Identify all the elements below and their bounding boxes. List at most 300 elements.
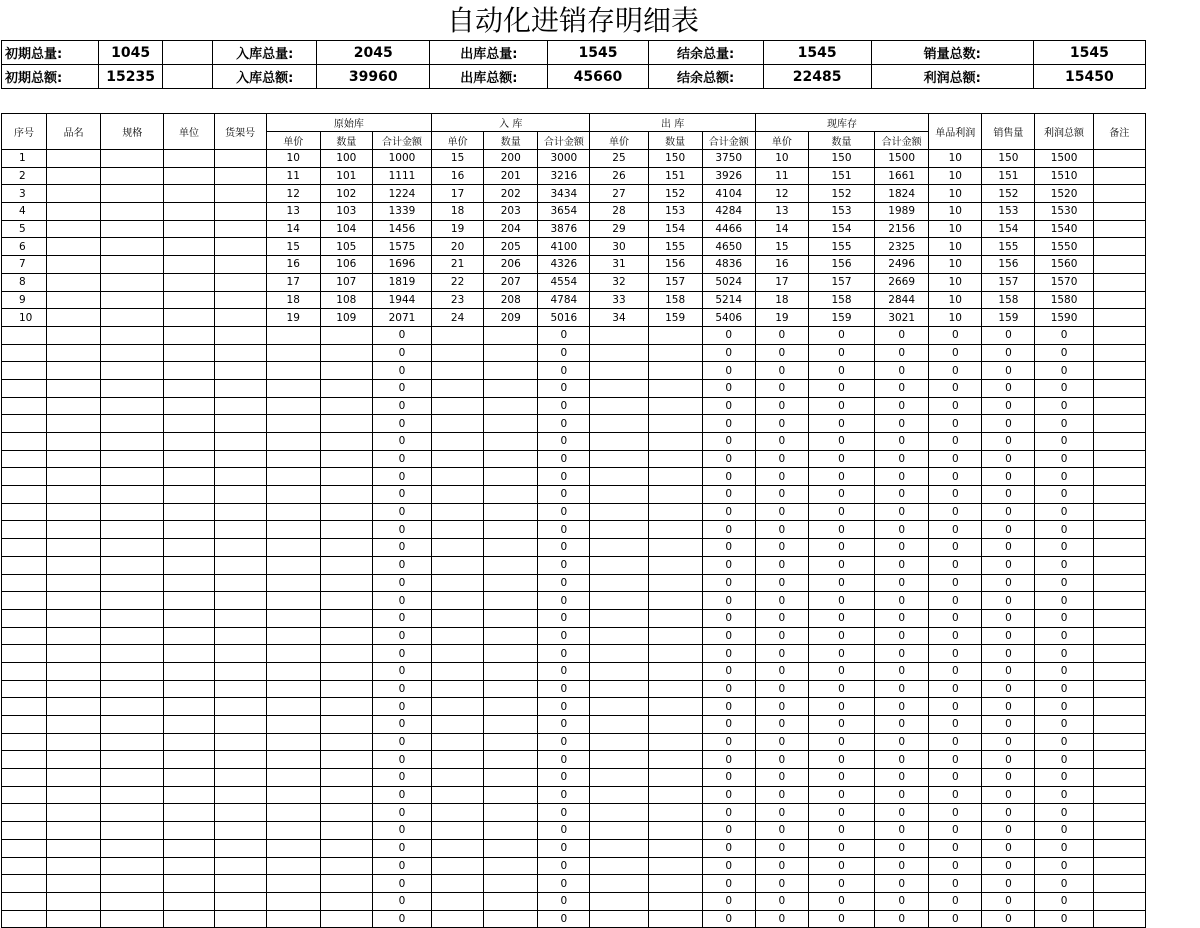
cell-zero: 0 (875, 839, 929, 857)
cell-empty (432, 574, 484, 592)
cell-empty (1093, 839, 1145, 857)
cell-empty (320, 822, 372, 840)
cell-zero: 0 (372, 645, 431, 663)
cell-empty (484, 733, 538, 751)
cell-empty (1093, 468, 1145, 486)
table-row-empty (2, 645, 1146, 663)
cell-in: 202 (484, 185, 538, 203)
cell-empty (101, 910, 164, 928)
cell-out: 153 (648, 203, 702, 221)
cell-empty (214, 397, 266, 415)
cell-empty (214, 910, 266, 928)
cell-empty (47, 397, 101, 415)
cell-zero: 0 (875, 326, 929, 344)
col-remark: 备注 (1093, 114, 1145, 150)
cell-zero: 0 (929, 344, 982, 362)
cell-empty (590, 769, 648, 787)
cell-empty (320, 397, 372, 415)
cell-zero: 0 (875, 556, 929, 574)
cell-zero: 0 (1035, 486, 1093, 504)
cell-empty (590, 415, 648, 433)
cell-zero: 0 (372, 574, 431, 592)
cell-empty (266, 645, 320, 663)
cell-remark (1093, 220, 1145, 238)
cell-empty (590, 822, 648, 840)
cell-in: 201 (484, 167, 538, 185)
cell-empty (214, 521, 266, 539)
cell-empty (47, 857, 101, 875)
cell-zero: 0 (1035, 344, 1093, 362)
cell-remark (1093, 291, 1145, 309)
cell-empty (47, 556, 101, 574)
table-row (2, 273, 1146, 291)
header-row-group (2, 114, 1146, 132)
cell-empty (266, 592, 320, 610)
cell-orig: 2071 (372, 309, 431, 327)
cell-empty (47, 521, 101, 539)
cell-empty (484, 716, 538, 734)
cell-zero: 0 (755, 503, 808, 521)
cell-out: 5214 (702, 291, 755, 309)
cell-orig: 17 (266, 273, 320, 291)
table-row-empty (2, 415, 1146, 433)
cell-empty (320, 751, 372, 769)
cell-empty (266, 698, 320, 716)
cell-empty (648, 627, 702, 645)
cell-empty (1093, 875, 1145, 893)
cell-empty (164, 733, 214, 751)
cell-empty (2, 716, 47, 734)
cell-zero: 0 (702, 716, 755, 734)
cell-zero: 0 (702, 521, 755, 539)
cell-empty (590, 468, 648, 486)
cell-in: 3000 (538, 150, 590, 168)
cell-empty (2, 379, 47, 397)
cell-empty (590, 716, 648, 734)
cell-empty (164, 892, 214, 910)
cell-orig: 106 (320, 256, 372, 274)
cell-empty (164, 468, 214, 486)
cell-zero: 0 (929, 486, 982, 504)
cell-empty (320, 662, 372, 680)
cell-zero: 0 (372, 397, 431, 415)
cell-empty (266, 486, 320, 504)
cell-zero: 0 (538, 769, 590, 787)
cell-empty (2, 892, 47, 910)
cell-empty (47, 486, 101, 504)
cell-empty (164, 379, 214, 397)
cell-orig: 11 (266, 167, 320, 185)
cell-empty (590, 839, 648, 857)
cell-empty (2, 627, 47, 645)
cell-empty (164, 256, 214, 274)
cell-out: 33 (590, 291, 648, 309)
cell-zero: 0 (372, 627, 431, 645)
cell-empty (320, 857, 372, 875)
cell-empty (320, 875, 372, 893)
cell-empty (214, 167, 266, 185)
cell-orig: 1696 (372, 256, 431, 274)
cell-out: 155 (648, 238, 702, 256)
cell-zero: 0 (538, 662, 590, 680)
cell-zero: 0 (702, 397, 755, 415)
cell-orig: 19 (266, 309, 320, 327)
cell-empty (47, 698, 101, 716)
cell-out: 5406 (702, 309, 755, 327)
cell-orig: 102 (320, 185, 372, 203)
cell-zero: 0 (808, 857, 874, 875)
cell-empty (484, 822, 538, 840)
cell-profit: 1530 (1035, 203, 1093, 221)
table-row-empty (2, 892, 1146, 910)
cell-zero: 0 (755, 875, 808, 893)
cell-seq: 1 (2, 150, 47, 168)
cell-empty (1093, 786, 1145, 804)
cell-empty (2, 521, 47, 539)
cell-zero: 0 (875, 433, 929, 451)
cell-empty (214, 539, 266, 557)
cell-zero: 0 (755, 397, 808, 415)
cell-zero: 0 (1035, 716, 1093, 734)
cell-unit-profit: 10 (929, 167, 982, 185)
cell-zero: 0 (372, 326, 431, 344)
cell-zero: 0 (702, 804, 755, 822)
cell-empty (432, 609, 484, 627)
cell-zero: 0 (982, 627, 1035, 645)
cell-zero: 0 (929, 450, 982, 468)
cell-zero: 0 (1035, 733, 1093, 751)
cell-empty (164, 150, 214, 168)
cell-empty (432, 892, 484, 910)
cell-empty (648, 433, 702, 451)
cell-empty (47, 875, 101, 893)
cell-empty (1093, 645, 1145, 663)
cell-zero: 0 (702, 769, 755, 787)
cell-zero: 0 (808, 875, 874, 893)
cell-empty (648, 609, 702, 627)
cell-empty (1093, 379, 1145, 397)
cell-zero: 0 (702, 822, 755, 840)
cell-zero: 0 (808, 822, 874, 840)
cell-empty (101, 362, 164, 380)
cell-zero: 0 (982, 486, 1035, 504)
cell-empty (590, 556, 648, 574)
cell-zero: 0 (372, 379, 431, 397)
cell-empty (214, 609, 266, 627)
cell-empty (648, 379, 702, 397)
cell-sales: 151 (982, 167, 1035, 185)
cell-empty (432, 698, 484, 716)
cell-in: 15 (432, 150, 484, 168)
cell-empty (2, 415, 47, 433)
cell-empty (47, 167, 101, 185)
cell-zero: 0 (875, 344, 929, 362)
cell-empty (648, 645, 702, 663)
cell-empty (214, 751, 266, 769)
cell-empty (590, 486, 648, 504)
cell-zero: 0 (372, 733, 431, 751)
cell-empty (432, 627, 484, 645)
cell-empty (590, 662, 648, 680)
cell-zero: 0 (372, 786, 431, 804)
cell-empty (2, 804, 47, 822)
cell-seq: 6 (2, 238, 47, 256)
cell-stock: 12 (755, 185, 808, 203)
cell-empty (648, 521, 702, 539)
cell-empty (101, 751, 164, 769)
cell-zero: 0 (982, 751, 1035, 769)
cell-zero: 0 (372, 468, 431, 486)
cell-zero: 0 (538, 415, 590, 433)
cell-empty (1093, 503, 1145, 521)
cell-stock: 1989 (875, 203, 929, 221)
cell-empty (101, 150, 164, 168)
cell-zero: 0 (808, 450, 874, 468)
cell-empty (648, 556, 702, 574)
cell-empty (590, 521, 648, 539)
cell-zero: 0 (929, 415, 982, 433)
cell-empty (266, 892, 320, 910)
cell-zero: 0 (702, 680, 755, 698)
summary-blank-cell (163, 65, 213, 89)
cell-empty (214, 185, 266, 203)
cell-zero: 0 (929, 892, 982, 910)
cell-zero: 0 (1035, 609, 1093, 627)
cell-zero: 0 (929, 857, 982, 875)
cell-zero: 0 (372, 857, 431, 875)
cell-out: 31 (590, 256, 648, 274)
cell-stock: 13 (755, 203, 808, 221)
summary-value: 15450 (1033, 65, 1145, 89)
cell-zero: 0 (702, 645, 755, 663)
summary-label: 初期总量: (2, 41, 99, 65)
cell-zero: 0 (1035, 574, 1093, 592)
cell-seq: 5 (2, 220, 47, 238)
cell-zero: 0 (929, 769, 982, 787)
cell-empty (648, 486, 702, 504)
cell-empty (432, 326, 484, 344)
cell-orig: 107 (320, 273, 372, 291)
cell-empty (484, 486, 538, 504)
cell-empty (47, 733, 101, 751)
cell-empty (266, 857, 320, 875)
cell-empty (214, 503, 266, 521)
cell-stock: 15 (755, 238, 808, 256)
cell-in: 4326 (538, 256, 590, 274)
cell-zero: 0 (929, 627, 982, 645)
cell-zero: 0 (929, 839, 982, 857)
cell-in: 208 (484, 291, 538, 309)
cell-empty (648, 839, 702, 857)
cell-zero: 0 (372, 433, 431, 451)
cell-zero: 0 (1035, 875, 1093, 893)
cell-empty (101, 839, 164, 857)
cell-profit: 1550 (1035, 238, 1093, 256)
cell-zero: 0 (702, 344, 755, 362)
cell-zero: 0 (755, 910, 808, 928)
cell-zero: 0 (875, 486, 929, 504)
inventory-detail-table (1, 113, 1146, 928)
summary-value: 15235 (99, 65, 163, 89)
cell-empty (164, 220, 214, 238)
cell-empty (164, 592, 214, 610)
subheader-cell: 数量 (648, 132, 702, 150)
cell-stock: 158 (808, 291, 874, 309)
table-row-empty (2, 397, 1146, 415)
cell-zero: 0 (702, 326, 755, 344)
cell-empty (214, 203, 266, 221)
cell-empty (47, 256, 101, 274)
cell-empty (648, 786, 702, 804)
cell-zero: 0 (875, 786, 929, 804)
cell-zero: 0 (808, 397, 874, 415)
cell-empty (484, 379, 538, 397)
cell-empty (101, 238, 164, 256)
cell-zero: 0 (929, 910, 982, 928)
cell-empty (101, 309, 164, 327)
cell-empty (101, 822, 164, 840)
cell-zero: 0 (1035, 839, 1093, 857)
cell-orig: 109 (320, 309, 372, 327)
cell-empty (214, 875, 266, 893)
cell-unit-profit: 10 (929, 203, 982, 221)
cell-empty (590, 609, 648, 627)
cell-zero: 0 (702, 379, 755, 397)
cell-zero: 0 (702, 875, 755, 893)
summary-label: 结余总量: (648, 41, 763, 65)
cell-in: 19 (432, 220, 484, 238)
cell-zero: 0 (372, 362, 431, 380)
cell-sales: 157 (982, 273, 1035, 291)
cell-zero: 0 (808, 910, 874, 928)
cell-zero: 0 (982, 662, 1035, 680)
cell-empty (47, 344, 101, 362)
cell-zero: 0 (755, 539, 808, 557)
cell-zero: 0 (538, 910, 590, 928)
cell-zero: 0 (982, 556, 1035, 574)
cell-zero: 0 (538, 786, 590, 804)
col-seq: 序号 (2, 114, 47, 150)
summary-row (2, 41, 1146, 65)
cell-empty (47, 822, 101, 840)
cell-empty (101, 273, 164, 291)
cell-empty (1093, 397, 1145, 415)
cell-zero: 0 (755, 362, 808, 380)
cell-empty (590, 680, 648, 698)
cell-empty (164, 415, 214, 433)
cell-empty (266, 627, 320, 645)
cell-zero: 0 (808, 769, 874, 787)
cell-empty (266, 556, 320, 574)
cell-empty (590, 326, 648, 344)
cell-orig: 1456 (372, 220, 431, 238)
cell-empty (47, 379, 101, 397)
cell-empty (266, 503, 320, 521)
cell-zero: 0 (755, 786, 808, 804)
cell-empty (1093, 592, 1145, 610)
cell-zero: 0 (1035, 379, 1093, 397)
cell-zero: 0 (929, 822, 982, 840)
cell-empty (1093, 627, 1145, 645)
cell-zero: 0 (372, 450, 431, 468)
cell-empty (590, 362, 648, 380)
cell-zero: 0 (702, 857, 755, 875)
cell-empty (2, 433, 47, 451)
cell-zero: 0 (1035, 804, 1093, 822)
table-row-empty (2, 556, 1146, 574)
cell-orig: 1944 (372, 291, 431, 309)
cell-zero: 0 (982, 574, 1035, 592)
cell-zero: 0 (875, 503, 929, 521)
cell-zero: 0 (929, 786, 982, 804)
cell-zero: 0 (808, 839, 874, 857)
cell-zero: 0 (372, 680, 431, 698)
cell-empty (2, 556, 47, 574)
cell-empty (432, 468, 484, 486)
cell-empty (101, 521, 164, 539)
cell-remark (1093, 238, 1145, 256)
cell-out: 4466 (702, 220, 755, 238)
cell-profit: 1540 (1035, 220, 1093, 238)
cell-empty (164, 167, 214, 185)
table-row (2, 256, 1146, 274)
cell-out: 3750 (702, 150, 755, 168)
cell-empty (214, 362, 266, 380)
col-spec: 规格 (101, 114, 164, 150)
summary-label: 入库总量: (213, 41, 317, 65)
cell-zero: 0 (755, 609, 808, 627)
cell-empty (484, 415, 538, 433)
cell-out: 5024 (702, 273, 755, 291)
cell-in: 21 (432, 256, 484, 274)
cell-empty (214, 309, 266, 327)
cell-empty (164, 291, 214, 309)
cell-stock: 14 (755, 220, 808, 238)
cell-empty (47, 326, 101, 344)
cell-empty (1093, 574, 1145, 592)
cell-stock: 157 (808, 273, 874, 291)
cell-zero: 0 (808, 344, 874, 362)
subheader-cell: 合计金额 (538, 132, 590, 150)
cell-empty (484, 556, 538, 574)
cell-empty (101, 379, 164, 397)
cell-zero: 0 (1035, 892, 1093, 910)
cell-empty (2, 450, 47, 468)
cell-empty (164, 397, 214, 415)
cell-empty (320, 344, 372, 362)
cell-empty (164, 645, 214, 663)
cell-stock: 152 (808, 185, 874, 203)
cell-empty (214, 450, 266, 468)
cell-remark (1093, 150, 1145, 168)
cell-zero: 0 (875, 521, 929, 539)
cell-zero: 0 (1035, 362, 1093, 380)
cell-empty (2, 839, 47, 857)
group-original: 原始库 (266, 114, 431, 132)
cell-empty (266, 468, 320, 486)
cell-in: 5016 (538, 309, 590, 327)
cell-empty (101, 645, 164, 663)
cell-in: 206 (484, 256, 538, 274)
cell-zero: 0 (808, 751, 874, 769)
cell-empty (648, 415, 702, 433)
cell-empty (101, 698, 164, 716)
cell-zero: 0 (755, 627, 808, 645)
table-row-empty (2, 769, 1146, 787)
cell-empty (164, 326, 214, 344)
cell-empty (214, 256, 266, 274)
cell-zero: 0 (538, 839, 590, 857)
